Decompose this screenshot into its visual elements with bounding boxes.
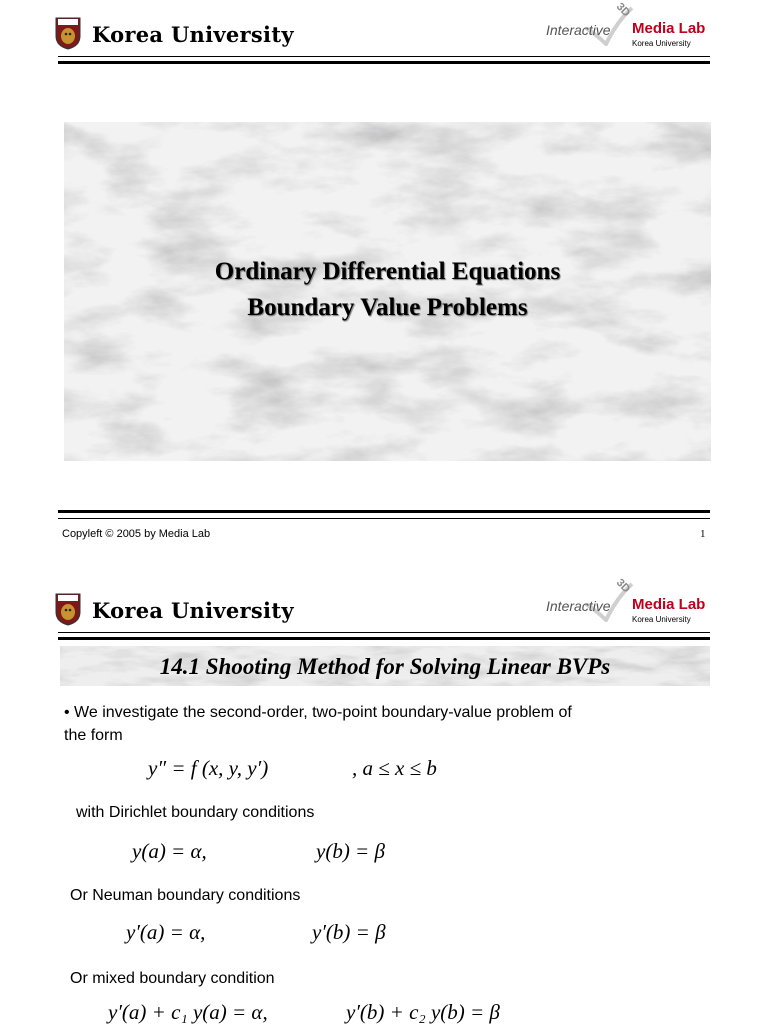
title-marble-panel bbox=[64, 122, 711, 461]
dirichlet-left bbox=[132, 839, 207, 864]
logo-word-media-lab: Media Lab bbox=[632, 596, 706, 613]
header-rule-thick bbox=[58, 637, 710, 640]
media-lab-logo bbox=[546, 0, 706, 56]
bullet-line-2: the form bbox=[64, 727, 123, 744]
section-title-band bbox=[60, 646, 710, 686]
logo-word-korea-university: Korea University bbox=[632, 615, 691, 624]
equation-ode-domain bbox=[352, 756, 437, 781]
logo-word-interactive: Interactive bbox=[546, 598, 611, 614]
header-rule-thin bbox=[58, 56, 710, 57]
footer-rule-thick bbox=[58, 510, 710, 513]
copyleft-text: Copyleft © 2005 by Media Lab bbox=[62, 528, 211, 540]
bullet-line-1: • We investigate the second-order, two-point boundary-value problem of bbox=[64, 704, 572, 721]
neuman-left bbox=[126, 920, 205, 945]
neuman-label: Or Neuman boundary conditions bbox=[70, 887, 301, 904]
footer-rule-thin bbox=[58, 518, 710, 519]
media-lab-logo bbox=[546, 576, 706, 632]
university-name: Korea University bbox=[92, 22, 294, 47]
slide-header bbox=[0, 0, 768, 70]
mixed-left bbox=[108, 1000, 268, 1024]
equation-ode-text: y″ = f (x, y, y′) bbox=[148, 756, 269, 780]
marble-texture bbox=[64, 122, 711, 461]
equation-ode-domain-text: , a ≤ x ≤ b bbox=[352, 756, 437, 780]
page-number: 1 bbox=[700, 528, 706, 540]
logo-word-korea-university: Korea University bbox=[632, 39, 691, 48]
neuman-right-text: y′(b) = β bbox=[312, 920, 386, 944]
dirichlet-right-text: y(b) = β bbox=[316, 839, 385, 863]
mixed-right bbox=[346, 1000, 500, 1024]
logo-word-media-lab: Media Lab bbox=[632, 20, 706, 37]
dirichlet-left-text: y(a) = α, bbox=[132, 839, 207, 863]
header-rule-thick bbox=[58, 61, 710, 64]
header-rule-thin bbox=[58, 632, 710, 633]
slide-title-line-2: Boundary Value Problems bbox=[247, 294, 528, 321]
neuman-right bbox=[312, 920, 386, 945]
neuman-left-text: y′(a) = α, bbox=[126, 920, 206, 944]
dirichlet-label: with Dirichlet boundary conditions bbox=[76, 804, 315, 821]
section-title: 14.1 Shooting Method for Solving Linear BVPs bbox=[159, 654, 611, 679]
mixed-right-text: y′(b) + c₂ y(b) = β bbox=[346, 1000, 500, 1024]
logo-word-interactive: Interactive bbox=[546, 22, 611, 38]
logo-word-3d: 3D bbox=[613, 0, 633, 20]
logo-word-3d: 3D bbox=[613, 576, 633, 596]
equation-ode bbox=[148, 756, 268, 781]
dirichlet-right bbox=[316, 839, 385, 864]
university-seal-icon bbox=[55, 16, 81, 50]
slide-title-line-1: Ordinary Differential Equations bbox=[214, 258, 561, 285]
slide-header bbox=[0, 576, 768, 646]
mixed-left-text: y′(a) + c₁ y(a) = α, bbox=[108, 1000, 268, 1024]
mixed-label: Or mixed boundary condition bbox=[70, 970, 275, 987]
slide-2 bbox=[0, 576, 768, 1024]
university-seal-icon bbox=[55, 592, 81, 626]
university-name: Korea University bbox=[92, 598, 294, 623]
